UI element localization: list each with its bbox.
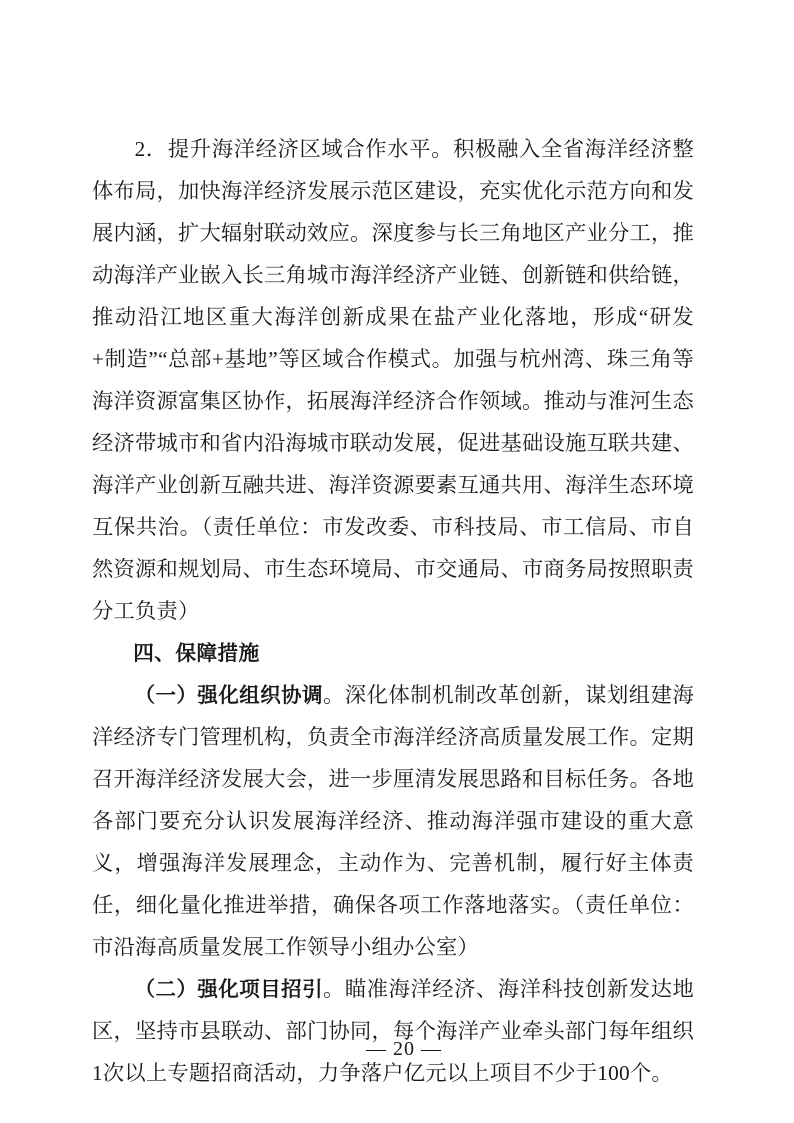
subsection-2	[92, 968, 694, 1094]
page-number: — 20 —	[366, 1038, 442, 1060]
subsection-2-text: 。瞄准海洋经济、海洋科技创新发达地区，坚持市县联动、部门协同，每个海洋产业牵头部门每年组织1次以上专题招商活动，力争落户亿元以上项目不少于100个。	[92, 977, 694, 1085]
subsection-2-label: （二）强化项目招引	[134, 977, 324, 1001]
subsection-1-text: 。深化体制机制改革创新，谋划组建海洋经济专门管理机构，负责全市海洋经济高质量发展工作。定期召开海洋经济发展大会，进一步厘清发展思路和目标任务。各地各部门要充分认识发展海洋经济、推动海洋强市建设的重大意义，增强海洋发展理念，主动作为、完善机制，履行好主体责任，细化量化推进举措，确保各项工作落地落实。（责任单位：市沿海高质量发展工作领导小组办公室）	[92, 683, 694, 959]
subsection-1-label: （一）强化组织协调	[134, 683, 324, 707]
paragraph-policy-2: 2．提升海洋经济区域合作水平。积极融入全省海洋经济整体布局，加快海洋经济发展示范区建设，充实优化示范方向和发展内涵，扩大辐射联动效应。深度参与长三角地区产业分工，推动海洋产业嵌入长三角城市海洋经济产业链、创新链和供给链，推动沿江地区重大海洋创新成果在盐产业化落地，形成“研发+制造”“总部+基地”等区域合作模式。加强与杭州湾、珠三角等海洋资源富集区协作，拓展海洋经济合作领域。推动与淮河生态经济带城市和省内沿海城市联动发展，促进基础设施互联共建、海洋产业创新互融共进、海洋资源要素互通共用、海洋生态环境互保共治。（责任单位：市发改委、市科技局、市工信局、市自然资源和规划局、市生态环境局、市交通局、市商务局按照职责分工负责）	[92, 137, 694, 623]
subsection-1	[92, 674, 694, 968]
section-heading: 四、保障措施	[133, 641, 260, 665]
document-body	[92, 128, 694, 1094]
